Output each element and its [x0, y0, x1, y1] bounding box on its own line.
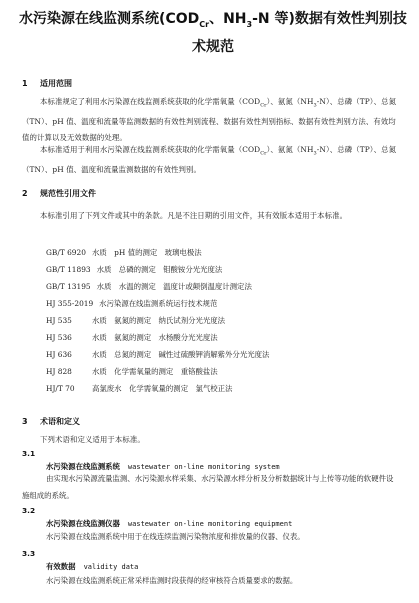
term-definition: 由实现水污染源流量监测、水污染源水样采集、水污染源水样分析及分析数据统计与上传等功能的软硬件设施组成的系统。: [22, 474, 394, 500]
scope-p2-text-c: -N）、总磷（TP）、总氮（TN）、pH 值、温度和流量监测数据的有效性判别。: [22, 145, 397, 174]
scope-p1-sub-b: 3: [313, 102, 317, 109]
title-text-3: -N 等)数据有效性判别技术规范: [192, 11, 407, 55]
reference-title: 水质 氨氮的测定 纳氏试剂分光光度法: [92, 316, 226, 325]
term-number: 3.1: [22, 449, 36, 458]
document-title: [18, 8, 408, 58]
terms-intro: 下列术语和定义适用于本标准。: [40, 435, 145, 444]
reference-title: 高氯废水 化学需氧量的测定 氯气校正法: [92, 384, 233, 393]
reference-item: [46, 281, 252, 292]
section-number: 2: [22, 189, 28, 198]
reference-code: HJ/T 70: [46, 384, 75, 393]
section-title: 适用范围: [40, 79, 72, 88]
term-definition: 水污染源在线监测系统正常采样监测时段获得的经审核符合质量要求的数据。: [46, 576, 298, 585]
reference-code: HJ 828: [46, 367, 72, 376]
term-name-zh: 水污染源在线监测仪器: [46, 519, 120, 528]
section-number: 3: [22, 417, 28, 426]
term-heading: [46, 561, 138, 572]
title-sub-1: Cr: [199, 19, 210, 29]
reference-code: HJ 535: [46, 316, 72, 325]
reference-title: 水质 总氮的测定 碱性过硫酸钾消解紫外分光光度法: [92, 350, 270, 359]
title-text-2: 、NH: [209, 11, 247, 27]
scope-p1-sub-a: Cr: [260, 102, 267, 109]
reference-item: [46, 349, 269, 360]
term-name-en: wastewater on-line monitoring system: [127, 463, 280, 471]
reference-title: 水质 pH 值的测定 玻璃电极法: [92, 248, 202, 257]
term-name-zh: 水污染源在线监测系统: [46, 462, 120, 471]
title-text-1: 水污染源在线监测系统(COD: [19, 11, 200, 27]
scope-p1-text-b: ）、氨氮（NH: [266, 97, 314, 106]
reference-title: 水质 总磷的测定 钼酸铵分光光度法: [96, 265, 223, 274]
term-name-en: wastewater on-line monitoring equipment: [127, 520, 293, 528]
reference-title: 水质 化学需氧量的测定 重铬酸盐法: [92, 367, 218, 376]
reference-item: [46, 247, 202, 258]
scope-p2-sub-b: 3: [313, 150, 317, 157]
term-number: 3.3: [22, 549, 36, 558]
term-definition: 水污染源在线监测系统中用于在线连续监测污染物浓度和排放量的仪器、仪表。: [46, 532, 305, 541]
reference-item: [46, 383, 232, 394]
term-name-en: validity data: [83, 563, 139, 571]
reference-code: GB/T 11893: [46, 265, 91, 274]
reference-title: 水污染源在线监测系统运行技术规范: [99, 299, 218, 308]
reference-title: 水质 水温的测定 温度计或颠倒温度计测定法: [96, 282, 252, 291]
reference-code: GB/T 6920: [46, 248, 86, 257]
section-heading-terms: [22, 416, 80, 427]
reference-item: [46, 366, 218, 377]
section-title: 规范性引用文件: [40, 189, 96, 198]
scope-p1-text-c: -N）、总磷（TP）、总氮（TN）、pH 值、温度和流量等监测数据的有效性判别流程、数据有效性判别指标、数据有效性判别方法、有效均值的计算以及无效数据的处理。: [22, 97, 397, 143]
term-heading: [46, 518, 292, 529]
section-title: 术语和定义: [40, 417, 80, 426]
reference-code: GB/T 13195: [46, 282, 91, 291]
reference-item: [46, 298, 217, 309]
reference-item: [46, 264, 222, 275]
scope-p2-sub-a: Cr: [260, 150, 267, 157]
term-name-zh: 有效数据: [46, 562, 76, 571]
reference-item: [46, 332, 218, 343]
scope-p1-text-a: 本标准规定了利用水污染源在线监测系统获取的化学需氧量（COD: [40, 97, 261, 106]
section-number: 1: [22, 79, 28, 88]
reference-title: 水质 氨氮的测定 水杨酸分光光度法: [92, 333, 218, 342]
scope-p2-text-a: 本标准适用于利用水污染源在线监测系统获取的化学需氧量（COD: [40, 145, 261, 154]
section-heading-references: [22, 188, 96, 199]
section-heading-scope: [22, 78, 72, 89]
term-number: 3.2: [22, 506, 36, 515]
reference-code: HJ 636: [46, 350, 72, 359]
reference-code: HJ 536: [46, 333, 72, 342]
references-intro: 本标准引用了下列文件或其中的条款。凡是不注日期的引用文件，其有效版本适用于本标准。: [40, 211, 348, 220]
reference-code: HJ 355-2019: [46, 299, 94, 308]
scope-paragraph-1: [22, 94, 400, 147]
title-sub-2: 3: [246, 19, 253, 29]
scope-paragraph-2: [22, 142, 400, 178]
reference-item: [46, 315, 225, 326]
scope-p2-text-b: ）、氨氮（NH: [266, 145, 314, 154]
